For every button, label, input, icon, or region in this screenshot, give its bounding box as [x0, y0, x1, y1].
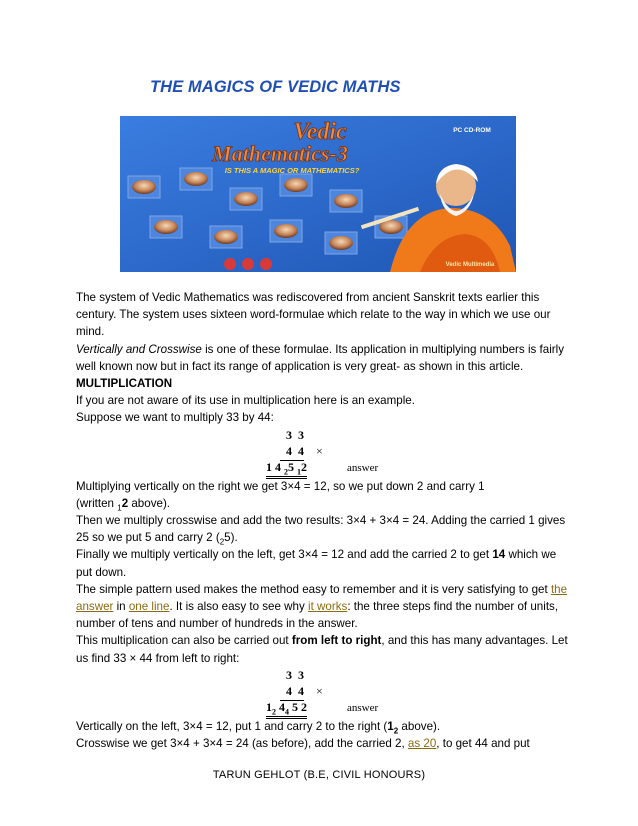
times-sign: ×: [316, 443, 323, 458]
formula-name: Vertically and Crosswise: [76, 342, 202, 356]
finally-paragraph: Finally we multiply vertically on the left, get 3×4 = 12 and add the carried 2 to get 14 which we put down.: [76, 548, 557, 579]
crosswise-line-2: Crosswise we get 3×4 + 3×4 = 24 (as before), add the carried 2, as 20, to get 44 and put: [76, 737, 530, 751]
page-title: THE MAGICS OF VEDIC MATHS: [150, 78, 401, 96]
suppose-line: Suppose we want to multiply 33 by 44:: [76, 411, 274, 425]
multiplication-example-1: [76, 427, 571, 478]
article-body: [76, 289, 571, 752]
vertical-left-line: Vertically on the left, 3×4 = 12, put 1 and carry 2 to the right ($1_2$ above).: [76, 719, 441, 736]
intro-paragraph: The system of Vedic Mathematics was rediscovered from ancient Sanskrit texts earlier this century. The system uses sixteen word-formulae which relate to the way in which we use our mind.: [76, 291, 551, 339]
cover-subtitle: IS THIS A MAGIC OR MATHEMATICS?: [224, 166, 360, 175]
multiplicand: 3 3: [286, 667, 304, 682]
link-the-answer[interactable]: the answer: [76, 582, 568, 614]
multiplier: 4 4: [280, 443, 304, 461]
times-sign: ×: [316, 683, 323, 698]
answer-label: answer: [347, 701, 379, 714]
answer-label: answer: [347, 461, 379, 474]
link-one-line[interactable]: one line: [128, 600, 170, 614]
link-it-works[interactable]: it works: [308, 600, 348, 614]
formula-paragraph: Vertically and Crosswise is one of these formulae. Its application in multiplying numbers is fairly well known now but in fact its range of application is very great- as shown in this article.: [76, 342, 565, 373]
page-footer: TARUN GEHLOT (B.E, CIVIL HONOURS): [212, 769, 426, 781]
example-line: If you are not aware of its use in multiplication here is an example.: [76, 394, 415, 408]
cover-title-line2: Mathematics-3: [212, 141, 348, 166]
multiplication-heading: MULTIPLICATION: [76, 377, 173, 391]
book-cover-image: [120, 116, 516, 272]
multiplication-example-2: [76, 667, 571, 718]
vertical-right-line: Multiplying vertically on the right we get 3×4 = 12, so we put down 2 and carry 1: [76, 479, 485, 493]
result-digits: 1 4 $_2$5 $_1$2: [266, 459, 307, 479]
multiplier: 4 4: [280, 683, 304, 701]
crosswise-paragraph: Then we multiply crosswise and add the two results: 3×4 + 3×4 = 24. Adding the carried 1 gives 25 so we put 5 and carry 2 $(_25)$.: [76, 514, 566, 547]
red-ball-icons: [224, 258, 272, 270]
multiplicand: 3 3: [286, 427, 304, 442]
cover-publisher: Vedic Multimedia: [445, 262, 495, 268]
result-digits: $1_2$ $4_4$ 5 2: [266, 699, 307, 719]
left-to-right-paragraph: This multiplication can also be carried out from left to right, and this has many advantages. Let us find 33 × 44 from left to right:: [76, 634, 568, 665]
cover-title-line1: Vedic: [293, 119, 347, 145]
cover-badge: PC CD-ROM: [453, 127, 491, 134]
written-line: (written $_1$2 above).: [76, 496, 171, 513]
link-as-20[interactable]: as 20: [407, 737, 437, 751]
simple-pattern-paragraph: The simple pattern used makes the method easy to remember and it is very satisfying to get the answer in one line. It is also easy to see why it works: the three steps find the number of units, number of tens and number of hundreds in the answer.: [76, 582, 568, 631]
